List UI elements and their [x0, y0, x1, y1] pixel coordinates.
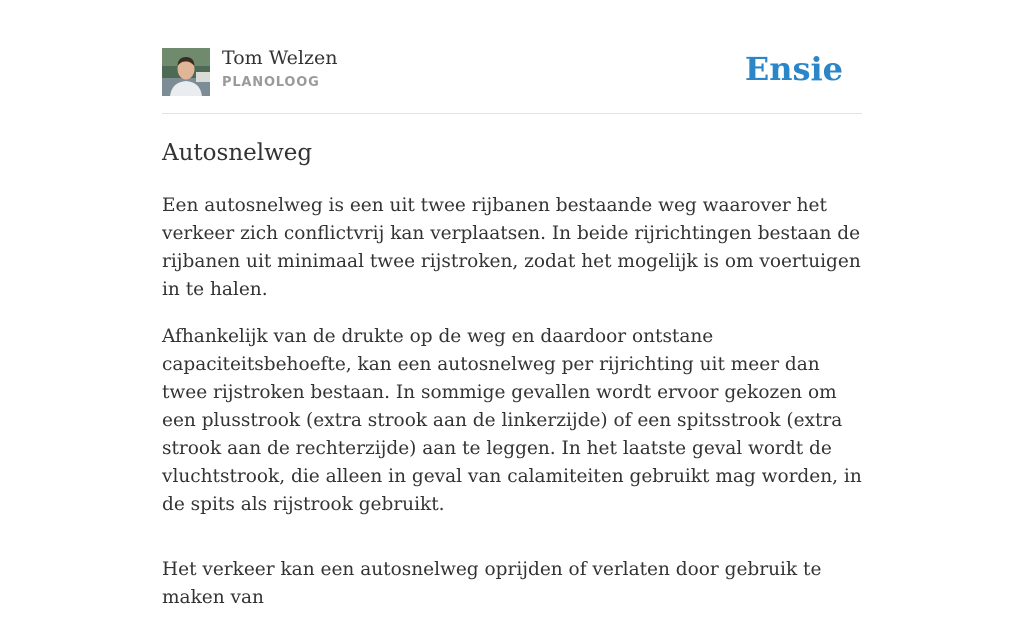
author-role: PLANOLOOG: [222, 75, 320, 90]
article-paragraph: Het verkeer kan een autosnelweg oprijden of verlaten door gebruik te maken van: [162, 559, 822, 608]
author-header: [162, 47, 862, 114]
author-photo: [162, 48, 210, 96]
article-paragraph: Een autosnelweg is een uit twee rijbanen bestaande weg waarover het verkeer zich conflictvrij kan verplaatsen. In beide rijrichtingen bestaan de rijbanen uit minimaal twee rijstroken, zodat het mogelijk is om voertuigen in te halen.: [162, 195, 861, 300]
article-title: Autosnelweg: [162, 140, 313, 166]
author-avatar[interactable]: [162, 48, 210, 96]
article-paragraph: Afhankelijk van de drukte op de weg en daardoor ontstane capaciteitsbehoefte, kan een autosnelweg per rijrichting uit meer dan twee rijstroken bestaan. In sommige gevallen wordt ervoor gekozen om een plusstrook (extra strook aan de linkerzijde) of een spitsstrook (extra strook aan de rechterzijde) aan te leggen. In het laatste geval wordt de vluchtstrook, die alleen in geval van calamiteiten gebruikt mag worden, in de spits als rijstrook gebruikt.: [162, 326, 862, 515]
author-name[interactable]: Tom Welzen: [222, 47, 338, 69]
article: [162, 136, 862, 631]
brand-logo[interactable]: Ensie: [744, 50, 843, 88]
